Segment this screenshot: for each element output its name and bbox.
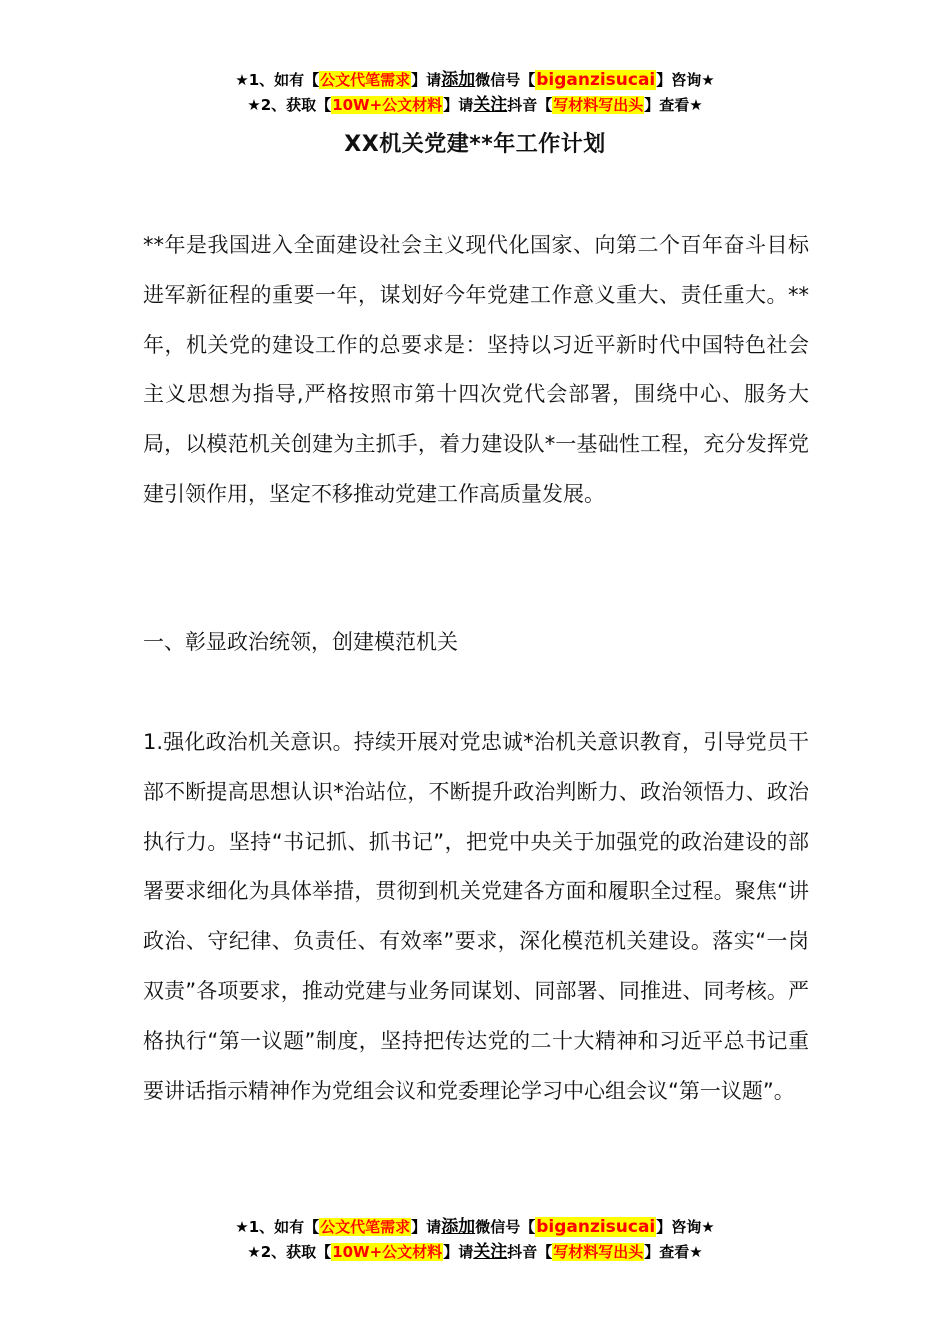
item-paragraph-1: 1.强化政治机关意识。持续开展对党忠诚*治机关意识教育，引导党员干部不断提高思想认识*治站位，不断提升政治判断力、政治领悟力、政治执行力。坚持“书记抓、抓书记”，把党中央关于加强党的政治建设的部署要求细化为具体举措，贯彻到机关党建各方面和履职全过程。聚焦“讲政治、守纪律、负责任、有效率”要求，深化模范机关建设。落实“一岗双责”各项要求，推动党建与业务同谋划、同部署、同推进、同考核。严格执行“第一议题”制度，坚持把传达党的二十大精神和习近平总书记重要讲话指示精神作为党组会议和党委理论学习中心组会议“第一议题”。 (143, 730, 809, 1103)
promo-text: ★1、如有【 (235, 71, 320, 89)
promo-text: ★1、如有【 (235, 1218, 320, 1236)
promo-underlined: 关注 (473, 1242, 508, 1262)
promo-text: ★2、获取【 (247, 96, 332, 114)
promo-text: 】请 (443, 1243, 474, 1261)
promo-highlight: 10W+公文材料 (332, 1243, 443, 1261)
promo-text: 抖音【 (507, 1243, 553, 1261)
promo-text: 】咨询★ (656, 1218, 715, 1236)
promo-line-2 (0, 93, 950, 118)
promo-text: 】咨询★ (656, 71, 715, 89)
promo-line-1 (0, 68, 950, 93)
promo-text: 微信号【 (475, 71, 536, 89)
promo-text: 】查看★ (644, 96, 703, 114)
promo-text: 微信号【 (475, 1218, 536, 1236)
promo-highlight: 公文代笔需求 (320, 71, 411, 89)
promo-text: 】查看★ (644, 1243, 703, 1261)
promo-text: 】请 (443, 96, 474, 114)
document-title: XX机关党建**年工作计划 (344, 132, 606, 157)
promo-text: 】请 (411, 1218, 442, 1236)
intro-paragraph: **年是我国进入全面建设社会主义现代化国家、向第二个百年奋斗目标进军新征程的重要一年，谋划好今年党建工作意义重大、责任重大。**年，机关党的建设工作的总要求是：坚持以习近平新时代中国特色社会主义思想为指导,严格按照市第十四次党代会部署，围绕中心、服务大局，以模范机关创建为主抓手，着力建设队*一基础性工程，充分发挥党建引领作用，坚定不移推动党建工作高质量发展。 (143, 233, 809, 506)
promo-highlight-douyin: 写材料写出头 (553, 96, 644, 114)
promo-text: 抖音【 (507, 96, 553, 114)
promo-highlight: 10W+公文材料 (332, 96, 443, 114)
promo-line-1 (0, 1215, 950, 1240)
promo-highlight-douyin: 写材料写出头 (553, 1243, 644, 1261)
promo-highlight: 公文代笔需求 (320, 1218, 411, 1236)
promo-line-2 (0, 1240, 950, 1265)
promo-banner-top (0, 68, 950, 118)
promo-highlight-wechat-id: biganzisucai (536, 1217, 656, 1237)
promo-underlined: 关注 (473, 95, 508, 115)
promo-banner-bottom (0, 1215, 950, 1265)
promo-text: 】请 (411, 71, 442, 89)
promo-underlined: 添加 (441, 70, 476, 90)
promo-underlined: 添加 (441, 1217, 476, 1237)
promo-text: ★2、获取【 (247, 1243, 332, 1261)
promo-highlight-wechat-id: biganzisucai (536, 70, 656, 90)
section-heading: 一、彰显政治统领，创建模范机关 (143, 630, 458, 654)
